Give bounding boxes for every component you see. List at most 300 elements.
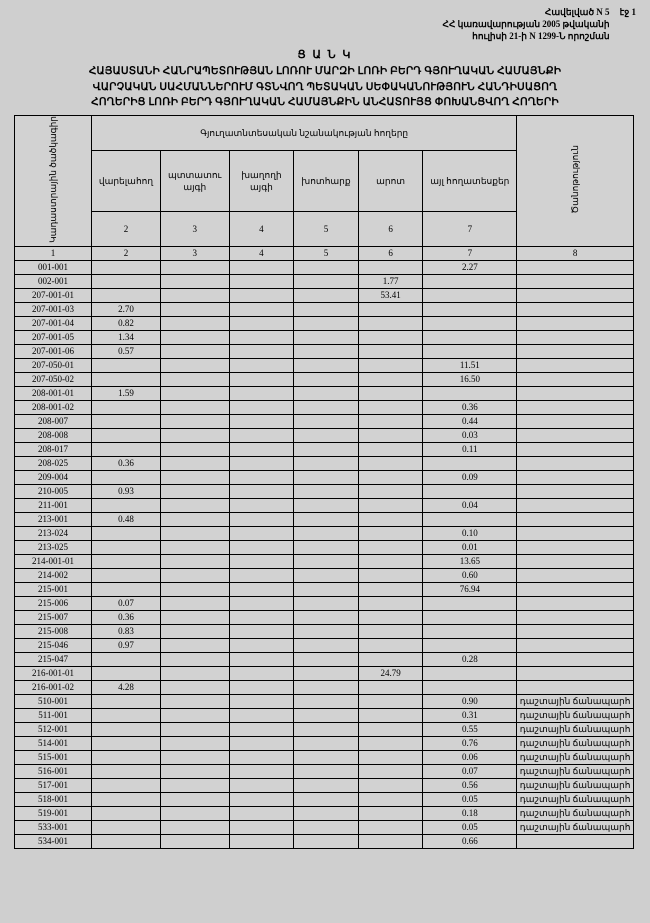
cell-hayfield [294,708,359,722]
cell-note [517,274,634,288]
table-row [15,708,634,722]
cell-note [517,652,634,666]
colnum-4: 4 [229,212,294,247]
cell-other-lands [423,386,517,400]
cell-other-lands [423,288,517,302]
cell-pasture [358,610,423,624]
cell-vineyard [229,260,294,274]
cell-note [517,582,634,596]
cell-note: դաշտային ճանապարհ [517,736,634,750]
cell-pasture [358,470,423,484]
cell-arable: 0.36 [92,610,161,624]
cell-other-lands: 0.36 [423,400,517,414]
colnum-7b: 7 [423,246,517,260]
cell-orchard [160,652,229,666]
cell-other-lands: 0.28 [423,652,517,666]
cell-other-lands: 0.55 [423,722,517,736]
header-note-label: Ծանոթություն [570,145,581,214]
cell-pasture [358,512,423,526]
table-row [15,288,634,302]
cell-vineyard [229,316,294,330]
cell-vineyard [229,722,294,736]
cell-pasture [358,722,423,736]
table-row [15,442,634,456]
cell-pasture [358,736,423,750]
cell-pasture [358,750,423,764]
cell-pasture [358,344,423,358]
cell-note [517,316,634,330]
cell-orchard [160,764,229,778]
table-row [15,764,634,778]
cell-vineyard [229,820,294,834]
cell-cadastral-code: 514-001 [15,736,92,750]
cell-cadastral-code: 207-050-01 [15,358,92,372]
cell-orchard [160,498,229,512]
cell-vineyard [229,330,294,344]
cell-note [517,498,634,512]
colnum-3b: 3 [160,246,229,260]
cell-arable [92,834,161,848]
cell-other-lands: 2.27 [423,260,517,274]
cell-pasture: 1.77 [358,274,423,288]
cell-cadastral-code: 213-001 [15,512,92,526]
cell-pasture [358,652,423,666]
cell-vineyard [229,764,294,778]
cell-other-lands: 0.01 [423,540,517,554]
cell-hayfield [294,260,359,274]
cell-cadastral-code: 207-001-01 [15,288,92,302]
cell-note [517,554,634,568]
cell-hayfield [294,568,359,582]
cell-pasture [358,484,423,498]
cell-pasture [358,568,423,582]
cell-other-lands: 0.76 [423,736,517,750]
cell-arable [92,358,161,372]
cell-note [517,484,634,498]
cell-note [517,358,634,372]
cell-hayfield [294,428,359,442]
header-other-lands: այլ հողատեսքեր [423,150,517,212]
table-row [15,526,634,540]
cell-arable [92,764,161,778]
cell-cadastral-code: 215-046 [15,638,92,652]
cell-note [517,428,634,442]
cell-hayfield [294,666,359,680]
cell-note: դաշտային ճանապարհ [517,764,634,778]
cell-orchard [160,344,229,358]
cell-vineyard [229,750,294,764]
cell-orchard [160,806,229,820]
cell-pasture [358,778,423,792]
cell-hayfield [294,302,359,316]
header-line-3: հուլիսի 21-ի N 1299-Ն որոշման [472,31,610,42]
cell-orchard [160,582,229,596]
cell-pasture: 53.41 [358,288,423,302]
cell-arable [92,288,161,302]
cell-arable: 0.07 [92,596,161,610]
table-row [15,638,634,652]
cell-cadastral-code: 001-001 [15,260,92,274]
cell-arable [92,568,161,582]
cell-vineyard [229,610,294,624]
cell-other-lands [423,666,517,680]
cell-pasture [358,372,423,386]
cell-orchard [160,526,229,540]
table-row [15,302,634,316]
cell-note [517,456,634,470]
table-row [15,834,634,848]
cell-cadastral-code: 208-017 [15,442,92,456]
cell-pasture [358,260,423,274]
cell-orchard [160,484,229,498]
cell-cadastral-code: 211-001 [15,498,92,512]
cell-other-lands [423,316,517,330]
cell-hayfield [294,358,359,372]
colnum-1: 1 [15,246,92,260]
cell-orchard [160,372,229,386]
table-row [15,540,634,554]
cell-cadastral-code: 215-006 [15,596,92,610]
cell-note [517,540,634,554]
cell-note [517,442,634,456]
cell-pasture [358,400,423,414]
cell-vineyard [229,638,294,652]
cell-hayfield [294,442,359,456]
cell-hayfield [294,400,359,414]
cell-other-lands: 76.94 [423,582,517,596]
cell-arable [92,260,161,274]
cell-vineyard [229,708,294,722]
table-row [15,498,634,512]
cell-arable: 1.59 [92,386,161,400]
cell-note [517,512,634,526]
cell-orchard [160,316,229,330]
cell-arable: 0.48 [92,512,161,526]
cell-hayfield [294,456,359,470]
cell-hayfield [294,806,359,820]
cell-note [517,568,634,582]
cell-hayfield [294,372,359,386]
cell-note [517,610,634,624]
page-title: Ց Ա Ն Կ [297,49,353,62]
table-row [15,554,634,568]
document-subtitle [14,64,636,110]
cell-arable [92,442,161,456]
cell-cadastral-code: 214-001-01 [15,554,92,568]
cell-note [517,302,634,316]
cell-hayfield [294,596,359,610]
cell-note [517,526,634,540]
cell-cadastral-code: 519-001 [15,806,92,820]
cell-cadastral-code: 208-007 [15,414,92,428]
cell-arable [92,526,161,540]
cell-note [517,638,634,652]
cell-cadastral-code: 207-001-06 [15,344,92,358]
header-pasture: արոտ [358,150,423,212]
cell-hayfield [294,288,359,302]
subtitle-line-3: ՀՈՂԵՐԻՑ ԼՈՌԻ ԲԵՐԴ ԳՅՈՒՂԱԿԱՆ ՀԱՄԱՅՆՔԻՆ ԱՆՀԱՏՈՒՅՑ ՓՈԽԱՆՑՎՈՂ ՀՈՂԵՐԻ [91,96,559,108]
table-row [15,484,634,498]
colnum-6: 6 [358,212,423,247]
cell-cadastral-code: 208-008 [15,428,92,442]
cell-arable [92,736,161,750]
cell-hayfield [294,610,359,624]
cell-cadastral-code: 213-025 [15,540,92,554]
table-row [15,750,634,764]
cell-other-lands: 0.07 [423,764,517,778]
cell-other-lands: 0.18 [423,806,517,820]
cell-pasture [358,540,423,554]
cell-orchard [160,694,229,708]
cell-orchard [160,722,229,736]
cell-hayfield [294,526,359,540]
cell-cadastral-code: 533-001 [15,820,92,834]
colnum-6b: 6 [358,246,423,260]
colnum-5: 5 [294,212,359,247]
table-row [15,428,634,442]
table-row [15,596,634,610]
header-reference-block [443,6,610,42]
cell-note: դաշտային ճանապարհ [517,820,634,834]
cell-cadastral-code: 512-001 [15,722,92,736]
cell-orchard [160,820,229,834]
cell-hayfield [294,750,359,764]
header-orchard: պտտատու այգի [160,150,229,212]
cell-cadastral-code: 518-001 [15,792,92,806]
cell-hayfield [294,512,359,526]
cell-vineyard [229,414,294,428]
cell-arable [92,582,161,596]
cell-vineyard [229,470,294,484]
cell-orchard [160,456,229,470]
cell-arable: 0.97 [92,638,161,652]
cell-vineyard [229,288,294,302]
cell-note [517,596,634,610]
cell-arable [92,372,161,386]
cell-hayfield [294,624,359,638]
cell-note [517,330,634,344]
table-row [15,694,634,708]
cell-cadastral-code: 510-001 [15,694,92,708]
cell-arable [92,274,161,288]
cell-other-lands: 0.44 [423,414,517,428]
cell-other-lands [423,330,517,344]
cell-vineyard [229,456,294,470]
cell-note [517,386,634,400]
header-agricultural-group: Գյուղատնտեսական նշանակության հողերը [92,116,517,151]
cell-other-lands: 0.05 [423,792,517,806]
cell-other-lands [423,638,517,652]
cell-cadastral-code: 216-001-01 [15,666,92,680]
cell-note [517,414,634,428]
header-line-1: Հավելված N 5 [544,7,610,17]
cell-orchard [160,330,229,344]
table-row [15,344,634,358]
cell-cadastral-code: 215-008 [15,624,92,638]
table-row [15,274,634,288]
cell-pasture [358,456,423,470]
cell-pasture [358,442,423,456]
cell-vineyard [229,358,294,372]
cell-pasture [358,638,423,652]
cell-vineyard [229,624,294,638]
cell-arable: 0.57 [92,344,161,358]
table-row [15,568,634,582]
cell-vineyard [229,274,294,288]
cell-pasture [358,582,423,596]
cell-cadastral-code: 216-001-02 [15,680,92,694]
cell-arable [92,750,161,764]
cell-other-lands: 0.09 [423,470,517,484]
cell-cadastral-code: 515-001 [15,750,92,764]
colnum-7: 7 [423,212,517,247]
cell-note [517,260,634,274]
cell-other-lands [423,456,517,470]
cell-cadastral-code: 213-024 [15,526,92,540]
cell-cadastral-code: 207-001-05 [15,330,92,344]
cell-note [517,666,634,680]
cell-hayfield [294,680,359,694]
cell-arable [92,540,161,554]
cell-pasture [358,624,423,638]
table-row [15,316,634,330]
cell-orchard [160,470,229,484]
cell-other-lands: 0.05 [423,820,517,834]
cell-arable [92,554,161,568]
cell-vineyard [229,428,294,442]
cell-pasture [358,316,423,330]
cell-orchard [160,414,229,428]
cell-orchard [160,274,229,288]
cell-note: դաշտային ճանապարհ [517,722,634,736]
cell-cadastral-code: 002-001 [15,274,92,288]
cell-orchard [160,288,229,302]
table-row [15,666,634,680]
cell-arable [92,652,161,666]
cell-pasture [358,806,423,820]
cell-other-lands: 16.50 [423,372,517,386]
cell-pasture [358,820,423,834]
cell-hayfield [294,274,359,288]
table-row [15,470,634,484]
cell-vineyard [229,736,294,750]
cell-hayfield [294,764,359,778]
cell-other-lands: 0.60 [423,568,517,582]
subtitle-line-2: ՎԱՐՉԱԿԱՆ ՍԱՀՄԱՆՆԵՐՈՒՄ ԳՏՆՎՈՂ ՊԵՏԱԿԱՆ ՍԵՓԱԿԱՆՈՒԹՅՈՒՆ ՀԱՆԴԻՍԱՑՈՂ [92,81,558,93]
cell-vineyard [229,694,294,708]
cell-note [517,470,634,484]
cell-note [517,680,634,694]
cell-arable: 0.83 [92,624,161,638]
header-vineyard: խաղողի այգի [229,150,294,212]
cell-orchard [160,554,229,568]
cell-cadastral-code: 208-001-01 [15,386,92,400]
cell-other-lands [423,512,517,526]
cell-note: դաշտային ճանապարհ [517,750,634,764]
cell-hayfield [294,722,359,736]
cell-cadastral-code: 517-001 [15,778,92,792]
cell-vineyard [229,680,294,694]
colnum-2: 2 [92,212,161,247]
cell-cadastral-code: 207-001-04 [15,316,92,330]
cell-orchard [160,638,229,652]
cell-orchard [160,428,229,442]
cell-vineyard [229,834,294,848]
cell-hayfield [294,694,359,708]
cell-note [517,400,634,414]
cell-vineyard [229,344,294,358]
table-row [15,400,634,414]
table-row [15,624,634,638]
cell-orchard [160,778,229,792]
table-row [15,610,634,624]
table-row [15,778,634,792]
cell-vineyard [229,442,294,456]
cell-hayfield [294,470,359,484]
cell-note: դաշտային ճանապարհ [517,778,634,792]
cell-vineyard [229,652,294,666]
cell-vineyard [229,554,294,568]
cell-orchard [160,666,229,680]
document-header [14,6,636,42]
table-row [15,372,634,386]
cell-note [517,624,634,638]
cell-vineyard [229,792,294,806]
cell-vineyard [229,666,294,680]
header-cadastral-code-label: Կադաստրային ծածկագիր [48,116,59,243]
cell-orchard [160,358,229,372]
table-row [15,456,634,470]
table-row [15,260,634,274]
table-row [15,806,634,820]
cell-pasture [358,302,423,316]
cell-other-lands [423,344,517,358]
cell-orchard [160,302,229,316]
table-row [15,652,634,666]
cell-pasture [358,498,423,512]
cell-cadastral-code: 208-001-02 [15,400,92,414]
cell-hayfield [294,638,359,652]
cell-cadastral-code: 215-047 [15,652,92,666]
cell-other-lands: 0.10 [423,526,517,540]
cell-orchard [160,568,229,582]
cell-note [517,288,634,302]
cell-vineyard [229,400,294,414]
cell-arable: 1.34 [92,330,161,344]
cell-arable: 0.36 [92,456,161,470]
cell-hayfield [294,582,359,596]
cell-arable [92,694,161,708]
cell-vineyard [229,302,294,316]
table-row [15,736,634,750]
cell-pasture [358,596,423,610]
cell-orchard [160,708,229,722]
cell-arable [92,806,161,820]
cell-arable: 2.70 [92,302,161,316]
cell-vineyard [229,582,294,596]
cell-pasture: 24.79 [358,666,423,680]
cell-cadastral-code: 207-001-03 [15,302,92,316]
cell-vineyard [229,806,294,820]
cell-vineyard [229,498,294,512]
cell-cadastral-code: 215-001 [15,582,92,596]
table-row [15,358,634,372]
header-arable: վարելահող [92,150,161,212]
cell-other-lands: 0.56 [423,778,517,792]
cell-note: դաշտային ճանապարհ [517,806,634,820]
cell-orchard [160,596,229,610]
cell-note [517,344,634,358]
